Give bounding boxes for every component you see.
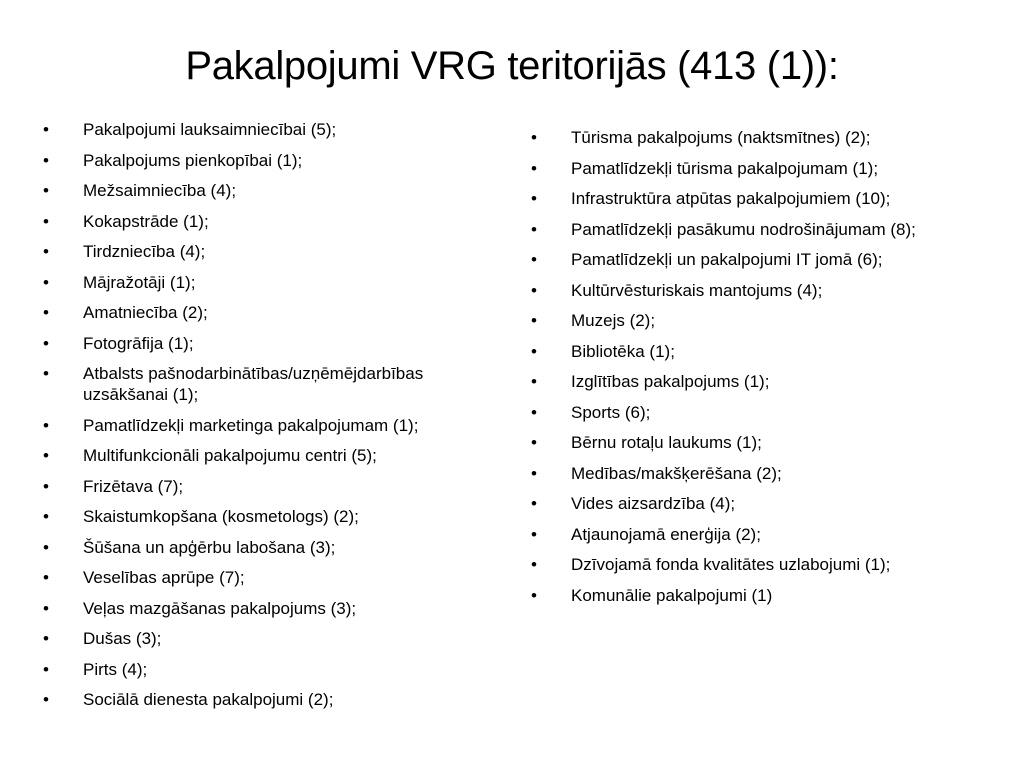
list-item [528,554,998,575]
list-item-text: Sociālā dienesta pakalpojumi (2); [83,690,334,709]
list-item-text: Šūšana un apģērbu labošana (3); [83,537,336,557]
bullet-icon: • [43,181,49,200]
list-item-text: Pirts (4); [83,659,148,679]
bullet-icon: • [531,280,537,300]
list-item-text: Dušas (3); [83,629,162,648]
bullet-icon: • [43,537,49,557]
list-item [528,432,998,453]
list-item-text: Muzejs (2); [571,311,656,330]
bullet-icon: • [43,272,49,292]
list-item-text: Veselības aprūpe (7); [83,568,245,587]
bullet-icon: • [43,598,49,618]
bullet-icon: • [531,555,537,574]
bullet-icon: • [531,158,537,178]
bullet-icon: • [531,189,537,208]
list-item [40,119,500,140]
list-item [40,150,500,171]
list-item [40,598,500,619]
list-item [40,445,500,466]
list-item [528,493,998,514]
list-item [40,180,500,201]
list-item-text: Mājražotāji (1); [83,272,196,292]
right-bullet-list [528,127,998,615]
list-item [40,363,500,405]
list-item [528,127,998,148]
list-item-text: Bērnu rotaļu laukums (1); [571,433,762,452]
list-item-text: Vides aizsardzība (4); [571,494,736,513]
list-item [528,219,998,240]
bullet-icon: • [531,250,537,269]
list-item-text: Pakalpojums pienkopībai (1); [83,150,303,170]
list-item [528,371,998,392]
bullet-icon: • [43,659,49,679]
list-item-text: Sports (6); [571,402,651,422]
bullet-icon: • [531,402,537,422]
bullet-icon: • [43,242,49,261]
list-item-text: Izglītības pakalpojums (1); [571,372,770,391]
list-item [40,241,500,262]
bullet-icon: • [43,568,49,587]
bullet-icon: • [531,128,537,147]
bullet-icon: • [43,211,49,231]
list-item-text: Atbalsts pašnodarbinātības/uzņēmējdarbības uzsākšanai (1); [83,364,424,404]
list-item-text: Pakalpojumi lauksaimniecībai (5); [83,120,337,139]
list-item-text: Pamatlīdzekļi tūrisma pakalpojumam (1); [571,158,879,178]
slide-title: Pakalpojumi VRG teritorijās (413 (1)): [185,44,839,88]
bullet-icon: • [531,372,537,391]
bullet-icon: • [531,341,537,361]
list-item [528,249,998,270]
list-item [40,415,500,436]
list-item [40,302,500,323]
list-item-text: Skaistumkopšana (kosmetologs) (2); [83,507,359,526]
bullet-icon: • [43,507,49,526]
list-item-text: Komunālie pakalpojumi (1) [571,585,773,605]
left-bullet-list [40,119,500,720]
list-item [40,567,500,588]
list-item [528,463,998,484]
bullet-icon: • [43,690,49,709]
list-item [40,506,500,527]
bullet-icon: • [43,476,49,496]
list-item-text: Bibliotēka (1); [571,341,675,361]
list-item-text: Infrastruktūra atpūtas pakalpojumiem (10); [571,189,891,208]
list-item-text: Mežsaimniecība (4); [83,181,237,200]
list-item-text: Pamatlīdzekļi marketinga pakalpojumam (1); [83,415,419,435]
list-item-text: Pamatlīdzekļi un pakalpojumi IT jomā (6); [571,250,883,269]
list-item [40,211,500,232]
list-item-text: Frizētava (7); [83,476,184,496]
list-item [40,537,500,558]
list-item-text: Kultūrvēsturiskais mantojums (4); [571,280,823,300]
bullet-icon: • [43,415,49,435]
bullet-icon: • [43,150,49,170]
list-item-text: Kokapstrāde (1); [83,211,209,231]
bullet-icon: • [531,311,537,330]
bullet-icon: • [43,629,49,648]
list-item-text: Multifunkcionāli pakalpojumu centri (5); [83,446,377,465]
list-item-text: Dzīvojamā fonda kvalitātes uzlabojumi (1); [571,555,891,574]
list-item [40,689,500,710]
list-item [528,310,998,331]
list-item-text: Tūrisma pakalpojums (naktsmītnes) (2); [571,128,871,147]
list-item-text: Amatniecība (2); [83,303,208,322]
list-item [528,158,998,179]
list-item-text: Veļas mazgāšanas pakalpojums (3); [83,598,357,618]
bullet-icon: • [43,333,49,353]
list-item-text: Atjaunojamā enerģija (2); [571,524,761,544]
list-item [528,524,998,545]
list-item [40,659,500,680]
list-item [528,585,998,606]
bullet-icon: • [43,303,49,322]
list-item [528,402,998,423]
list-item [40,628,500,649]
bullet-icon: • [43,364,49,383]
list-item-text: Fotogrāfija (1); [83,333,194,353]
list-item [40,333,500,354]
list-item-text: Pamatlīdzekļi pasākumu nodrošinājumam (8); [571,219,916,239]
list-item [528,280,998,301]
list-item [40,272,500,293]
bullet-icon: • [531,494,537,513]
bullet-icon: • [531,433,537,452]
bullet-icon: • [43,120,49,139]
list-item-text: Tirdzniecība (4); [83,242,206,261]
list-item-text: Medības/makšķerēšana (2); [571,463,782,483]
bullet-icon: • [531,524,537,544]
bullet-icon: • [531,585,537,605]
list-item [528,188,998,209]
bullet-icon: • [531,463,537,483]
list-item [40,476,500,497]
bullet-icon: • [531,219,537,239]
list-item [528,341,998,362]
bullet-icon: • [43,446,49,465]
